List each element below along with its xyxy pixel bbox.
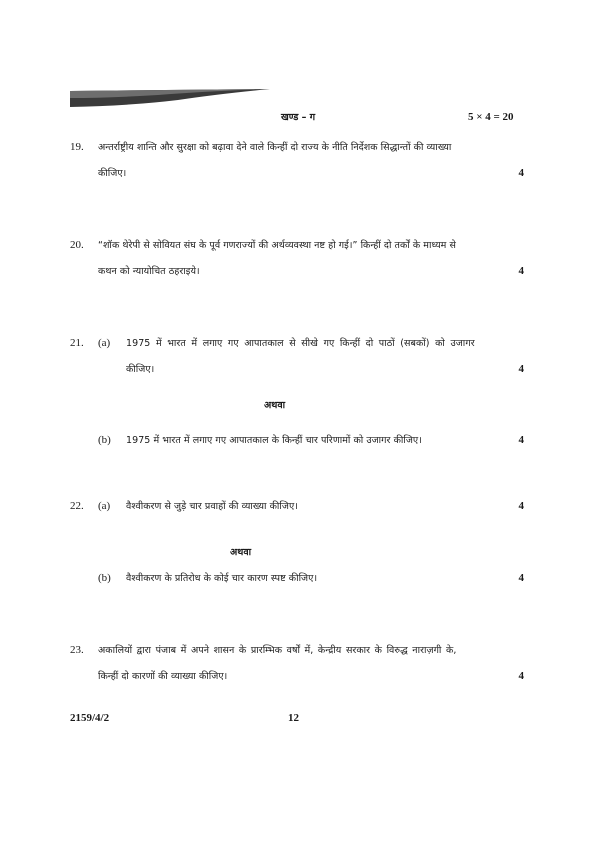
question-marks: 4	[518, 500, 524, 512]
question-text-line: अन्तर्राष्ट्रीय शान्ति और सुरक्षा को बढ़ावा देने वाले किन्हीं दो राज्य के नीति निर्देशक सिद्धान्तों की व्याख्या	[98, 142, 452, 153]
question-number: 21.	[70, 337, 84, 349]
question-text-line: कीजिए।	[98, 168, 127, 179]
question-text-line: वैश्वीकरण के प्रतिरोध के कोई चार कारण स्पष्ट कीजिए।	[126, 573, 318, 584]
or-label: अथवा	[230, 547, 252, 558]
part-label: (b)	[98, 434, 111, 446]
question-text-line: किन्हीं दो कारणों की व्याख्या कीजिए।	[98, 671, 228, 682]
part-label: (b)	[98, 572, 111, 584]
question-text-line: कथन को न्यायोचित ठहराइये।	[98, 266, 200, 277]
part-label: (a)	[98, 337, 111, 349]
question-text-line: 1975 में भारत में लगाए गए आपातकाल से सीखे गए किन्हीं दो पाठों (सबकों) को उजागर	[126, 338, 475, 349]
paper-code: 2159/4/2	[70, 712, 110, 724]
section-title: खण्ड – ग	[281, 112, 316, 123]
question-number: 22.	[70, 500, 84, 512]
question-text-line: 1975 में भारत में लगाए गए आपातकाल के किन्हीं चार परिणामों को उजागर कीजिए।	[126, 435, 422, 446]
page-number: 12	[288, 712, 299, 724]
question-marks: 4	[518, 167, 524, 179]
question-text-line: “शॉक थेरेपी से सोवियत संघ के पूर्व गणराज्यों की अर्थव्यवस्था नष्ट हो गई।” किन्हीं दो तर्कों के माध्यम से	[98, 240, 456, 251]
question-marks: 4	[518, 434, 524, 446]
header-swoosh-graphic	[68, 86, 272, 108]
question-text-line: अकालियों द्वारा पंजाब में अपने शासन के प्रारम्भिक वर्षों में, केन्द्रीय सरकार के विरुद्ध नाराज़गी के,	[98, 645, 457, 656]
question-number: 19.	[70, 141, 84, 153]
question-text-line: वैश्वीकरण से जुड़े चार प्रवाहों की व्याख्या कीजिए।	[126, 501, 298, 512]
part-label: (a)	[98, 500, 111, 512]
question-marks: 4	[518, 265, 524, 277]
question-number: 20.	[70, 239, 84, 251]
section-marks-scheme: 5 × 4 = 20	[468, 111, 514, 123]
or-label: अथवा	[264, 400, 286, 411]
question-number: 23.	[70, 644, 84, 656]
question-marks: 4	[518, 572, 524, 584]
question-marks: 4	[518, 363, 524, 375]
question-marks: 4	[518, 670, 524, 682]
question-text-line: कीजिए।	[126, 364, 155, 375]
